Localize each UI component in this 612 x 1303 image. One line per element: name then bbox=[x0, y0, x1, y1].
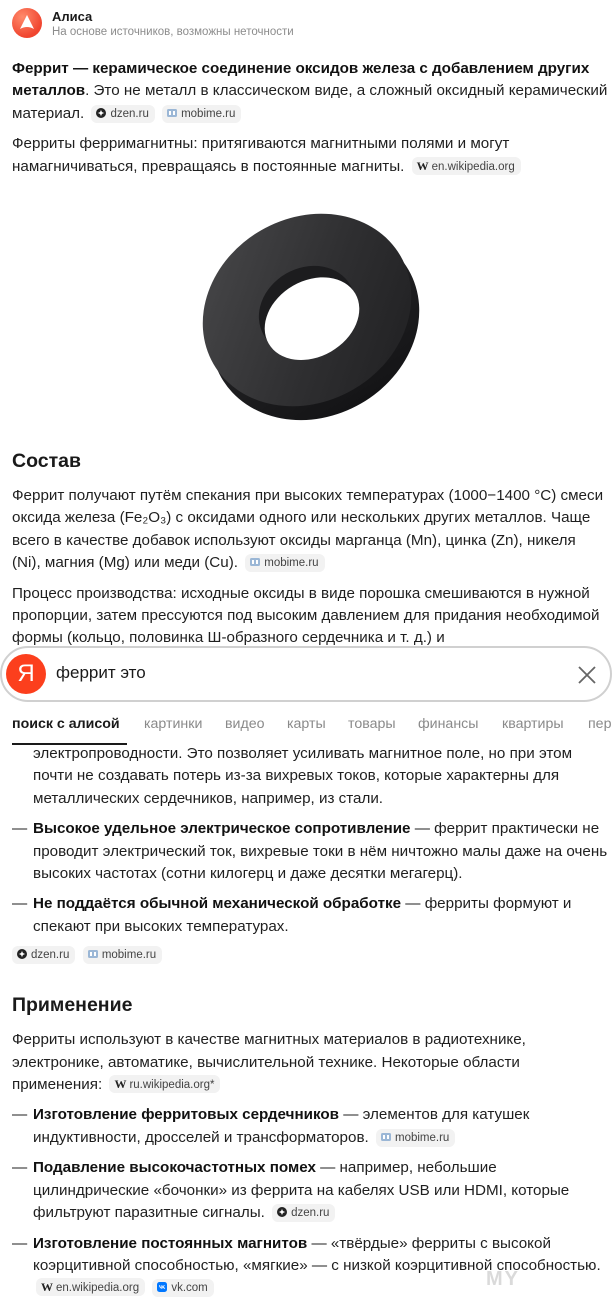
tab-finance[interactable]: финансы bbox=[418, 716, 479, 732]
source-label: mobime.ru bbox=[101, 949, 157, 962]
wikipedia-icon: W bbox=[41, 1280, 53, 1295]
list-item-bold: Изготовление ферритовых сердечников bbox=[33, 1106, 339, 1124]
property-continuation: электропроводности. Это позволяет усиливать магнитное поле, но при этом почти не создавать потерь из-за вихревых токов, которые характерны для металлических сердечников, например, из стали. bbox=[33, 745, 573, 807]
source-label: vk.com bbox=[171, 1282, 208, 1295]
list-item-bold: Изготовление постоянных магнитов bbox=[33, 1234, 308, 1252]
search-input[interactable] bbox=[56, 663, 536, 683]
ferrite-ring-image[interactable] bbox=[192, 194, 422, 426]
mobime-icon bbox=[381, 1132, 391, 1142]
intro-text: . Это не металл в классическом виде, а сложный оксидный керамический материал. bbox=[12, 82, 608, 122]
list-item-text: — феррит практически не проводит электрический ток, вихревые токи в нём ничтожно малы даже на очень высоких частотах (сотни килогерц и даже десятки мегагерц). bbox=[33, 820, 608, 883]
wikipedia-icon: W bbox=[114, 1077, 127, 1092]
dash-bullet: — bbox=[12, 1106, 28, 1124]
ferrimagnetic-text: Ферриты ферримагнитны: притягиваются магнитными полями и могут намагничиваться, превращаясь в постоянные магниты. bbox=[12, 135, 510, 175]
application-text: Ферриты используют в качестве магнитных материалов в радиотехнике, электронике, автоматике, вычислительной технике. Некоторые области применения: bbox=[12, 1031, 526, 1094]
list-item bbox=[12, 1157, 608, 1224]
alice-logo[interactable] bbox=[12, 8, 42, 38]
list-item bbox=[12, 1104, 608, 1149]
ferrite-ring-picture bbox=[192, 194, 422, 426]
wikipedia-icon: W bbox=[416, 158, 429, 173]
list-item-bold: Высокое удельное электрическое сопротивление bbox=[33, 820, 411, 838]
source-chip-wikipedia[interactable] bbox=[36, 1278, 145, 1296]
source-chip-wikipedia[interactable] bbox=[412, 157, 521, 175]
list-item-text: — «твёрдые» ферриты с высокой коэрцитивной способностью, «мягкие» — с низкой коэрцитивной способностью. bbox=[33, 1234, 601, 1274]
tab-video[interactable]: видео bbox=[225, 716, 265, 732]
source-label: dzen.ru bbox=[291, 1207, 330, 1220]
source-label: dzen.ru bbox=[110, 107, 149, 120]
alice-title: Алиса bbox=[52, 9, 93, 24]
list-item-text: — ферриты формуют и спекают при высоких температурах. bbox=[33, 895, 572, 935]
answer-top bbox=[12, 58, 608, 178]
tab-goods[interactable]: товары bbox=[348, 716, 396, 732]
source-label: mobime.ru bbox=[181, 107, 236, 120]
composition-section bbox=[12, 450, 608, 647]
list-item-text: — элементов для катушек индуктивности, дросселей и трансформаторов. bbox=[33, 1106, 530, 1146]
source-label: en.wikipedia.org bbox=[431, 160, 515, 173]
composition-paragraph bbox=[12, 485, 608, 575]
dash-bullet: — bbox=[12, 895, 28, 913]
source-chip-dzen[interactable] bbox=[272, 1204, 335, 1222]
composition-heading: Состав bbox=[12, 450, 81, 472]
search-bar[interactable] bbox=[0, 646, 612, 702]
source-label: ru.wikipedia.org* bbox=[129, 1079, 215, 1092]
watermark: MY bbox=[486, 1268, 520, 1290]
clear-icon[interactable] bbox=[576, 664, 598, 686]
properties-section bbox=[12, 740, 608, 1300]
dzen-icon bbox=[277, 1207, 287, 1217]
source-chip-dzen[interactable] bbox=[12, 946, 75, 964]
dash-bullet: — bbox=[12, 1234, 28, 1252]
alice-disclaimer: На основе источников, возможны неточности bbox=[52, 26, 294, 38]
list-item-bold: Не поддаётся обычной механической обработке bbox=[33, 895, 402, 913]
mobime-icon bbox=[88, 949, 98, 959]
list-item bbox=[12, 818, 608, 885]
production-paragraph: Процесс производства: исходные оксиды в виде порошка смешиваются в нужной пропорции, затем прессуются под высоким давлением для придания необходимой формы (кольцо, половинка Ш-образного сердечника и т. д.) и bbox=[12, 584, 600, 647]
alice-icon bbox=[19, 14, 35, 32]
source-label: mobime.ru bbox=[264, 557, 319, 570]
intro-bold: Феррит — керамическое соединение оксидов железа с добавлением других металлов bbox=[12, 60, 590, 100]
tab-apartments[interactable]: квартиры bbox=[502, 716, 564, 732]
list-item bbox=[12, 893, 608, 938]
list-item-text: — например, небольшие цилиндрические «бочонки» из феррита на кабелях USB или HDMI, которые фильтруют паразитные сигналы. bbox=[33, 1159, 570, 1222]
source-label: dzen.ru bbox=[31, 949, 70, 962]
source-chip-dzen[interactable] bbox=[91, 105, 154, 123]
tab-images[interactable]: картинки bbox=[144, 716, 203, 732]
vk-icon bbox=[157, 1282, 167, 1292]
dash-bullet: — bbox=[12, 1159, 28, 1177]
source-chip-mobime[interactable] bbox=[376, 1129, 455, 1147]
mobime-icon bbox=[167, 108, 177, 118]
source-chip-wikipedia[interactable] bbox=[109, 1075, 220, 1093]
source-chip-mobime[interactable] bbox=[83, 946, 162, 964]
source-label: en.wikipedia.org bbox=[56, 1282, 140, 1295]
source-chip-mobime[interactable] bbox=[245, 554, 324, 572]
tab-maps[interactable]: карты bbox=[287, 716, 326, 732]
source-chip-mobime[interactable] bbox=[162, 105, 241, 123]
intro-paragraph bbox=[12, 58, 608, 125]
source-label: mobime.ru bbox=[394, 1131, 450, 1144]
composition-text: Феррит получают путём спекания при высоких температурах (1000−1400 °C) смеси оксида железа (Fe₂O₃) с оксидами одного или нескольких других металлов. Чаще всего в качестве добавок используют оксиды марганца (Mn), цинка (Zn), никеля (Ni), магния (Mg) или меди (Cu). bbox=[12, 487, 604, 572]
dzen-icon bbox=[96, 108, 106, 118]
tab-alice-search[interactable]: поиск с алисой bbox=[12, 716, 120, 732]
ferrimagnetic-paragraph bbox=[12, 133, 608, 178]
yandex-logo[interactable]: Я bbox=[6, 654, 46, 694]
list-item-bold: Подавление высокочастотных помех bbox=[33, 1159, 316, 1177]
application-heading: Применение bbox=[12, 994, 133, 1017]
mobime-icon bbox=[250, 557, 260, 567]
dzen-icon bbox=[17, 949, 27, 959]
alice-header bbox=[0, 0, 612, 44]
dash-bullet: — bbox=[12, 820, 28, 838]
tab-more[interactable]: пер bbox=[588, 716, 612, 732]
properties-sources bbox=[12, 946, 608, 964]
source-chip-vk[interactable] bbox=[152, 1279, 213, 1297]
application-paragraph bbox=[12, 1029, 608, 1096]
